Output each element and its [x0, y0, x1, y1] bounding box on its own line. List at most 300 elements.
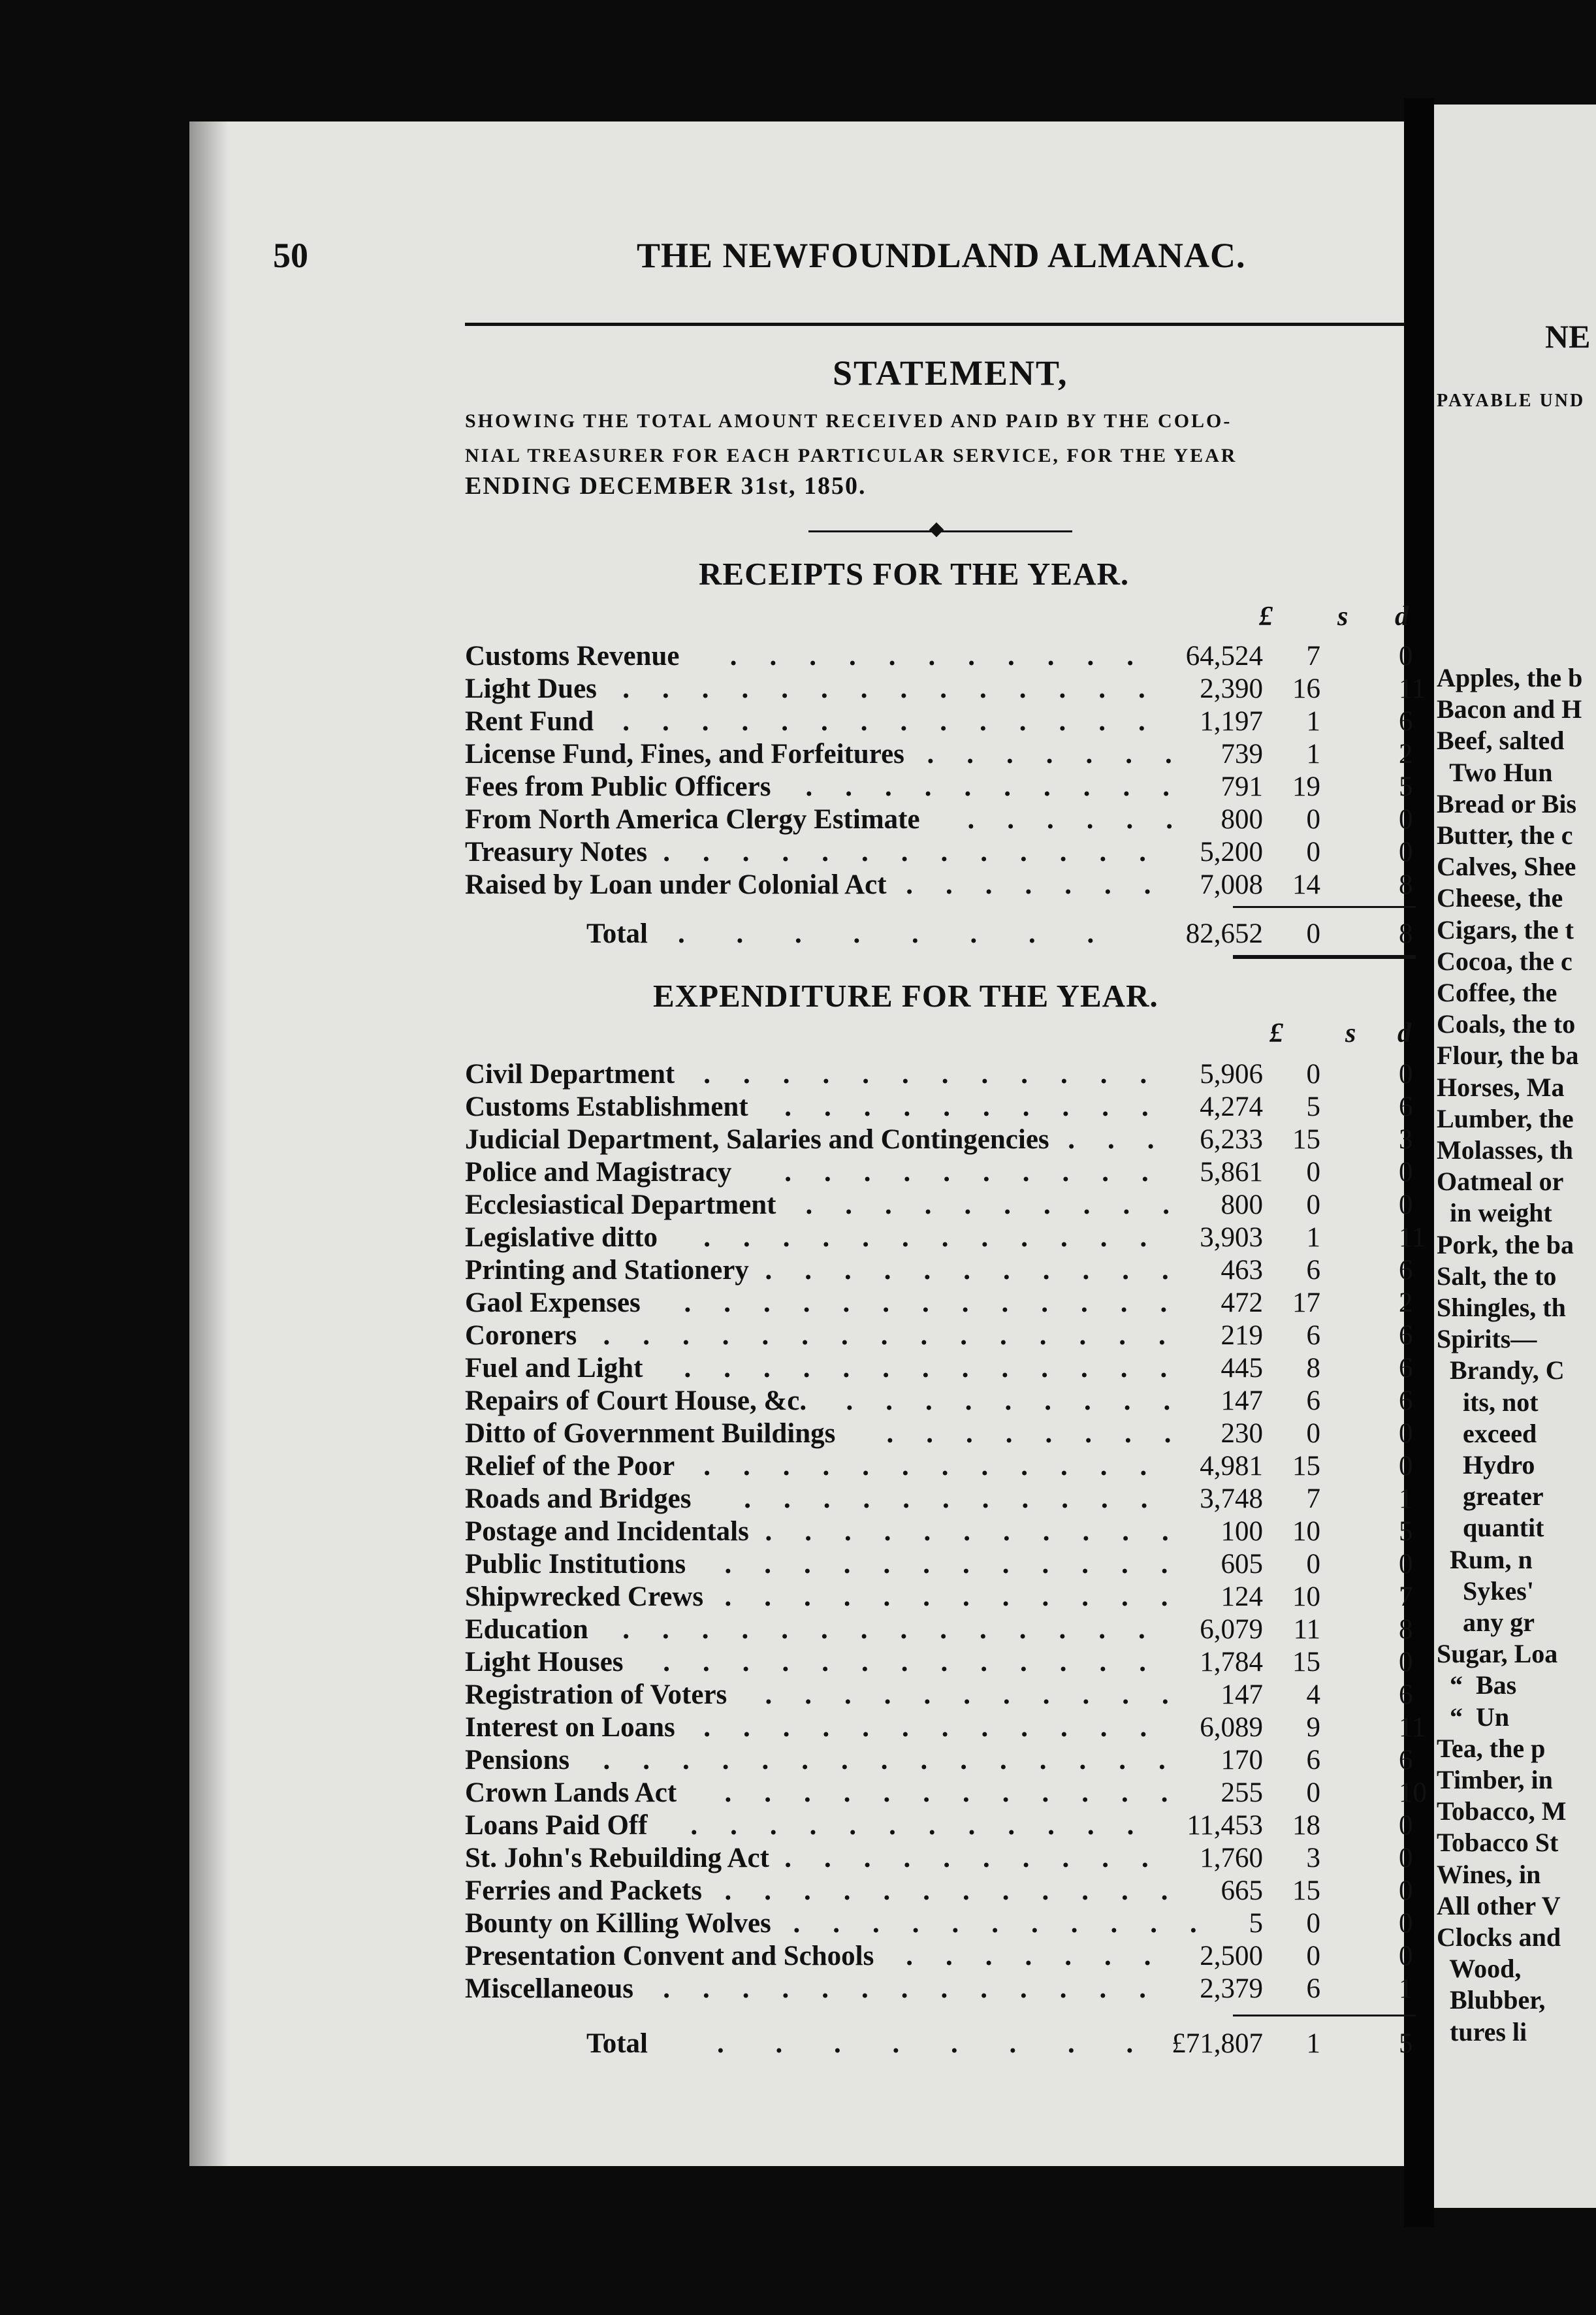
expenditure-row — [465, 1940, 1418, 1973]
leader-dots: .......... — [805, 771, 1202, 802]
facing-page-line: exceed — [1437, 1418, 1537, 1448]
leader-dots: ....... — [906, 869, 1184, 900]
expenditure-item-pence: 0 — [1399, 1875, 1413, 1906]
expenditure-item-pounds: 665 — [1221, 1875, 1263, 1906]
expenditure-item-pounds: 463 — [1221, 1255, 1263, 1286]
expenditure-item-pounds: 1,784 — [1200, 1647, 1263, 1677]
expenditure-total-pence: 5 — [1399, 2028, 1413, 2059]
expenditure-row — [465, 1613, 1418, 1646]
expenditure-item-shillings: 15 — [1292, 1124, 1320, 1155]
expenditure-item-pounds: 3,748 — [1200, 1483, 1263, 1514]
expenditure-row — [465, 1679, 1418, 1711]
expenditure-item-shillings: 15 — [1292, 1647, 1320, 1677]
expenditure-item-label: Miscellaneous — [465, 1973, 633, 2004]
leader-dots: .............. — [622, 1614, 1178, 1645]
facing-page-line: All other V — [1437, 1890, 1561, 1920]
leader-dots: ............ — [703, 1222, 1180, 1253]
expenditure-row — [465, 1973, 1418, 2005]
expenditure-item-shillings: 5 — [1306, 1092, 1320, 1122]
expenditure-row — [465, 1711, 1426, 1744]
expenditure-item-pence: 8 — [1399, 1614, 1413, 1645]
expenditure-item-pounds: 445 — [1221, 1353, 1263, 1384]
expenditure-item-label: Registration of Voters — [465, 1679, 727, 1710]
receipts-item-pounds: 2,390 — [1200, 673, 1263, 704]
facing-page-line: quantit — [1437, 1513, 1544, 1543]
expenditure-total-shillings: 1 — [1306, 2028, 1320, 2059]
receipts-row — [465, 803, 1418, 836]
facing-page-line: Apples, the b — [1437, 663, 1583, 692]
expenditure-row — [465, 1581, 1418, 1613]
leader-dots: ........... — [765, 1255, 1202, 1286]
receipts-item-label: Rent Fund — [465, 706, 594, 737]
expenditure-row — [465, 1156, 1418, 1189]
statement-title: STATEMENT, — [833, 353, 1068, 393]
leader-dots: ............ — [724, 1549, 1201, 1579]
leader-dots: ........... — [744, 1483, 1181, 1514]
facing-page-line: Flour, the ba — [1437, 1041, 1579, 1071]
facing-page-line: its, not — [1437, 1387, 1539, 1417]
expenditure-item-pence: 1 — [1399, 1973, 1413, 2004]
expenditure-item-shillings: 11 — [1293, 1614, 1320, 1645]
receipts-total-label: Total — [586, 918, 648, 949]
expenditure-item-pence: 11 — [1399, 1222, 1426, 1253]
facing-page-line: Oatmeal or — [1437, 1167, 1564, 1197]
expenditure-item-pounds: 100 — [1221, 1516, 1263, 1547]
expenditure-row — [465, 1124, 1418, 1156]
facing-page-header: NE — [1545, 318, 1591, 355]
expenditure-item-shillings: 1 — [1306, 1222, 1320, 1253]
expenditure-pounds-unit: £ — [1269, 1018, 1283, 1048]
statement-intro-line-2: NIAL TREASURER FOR EACH PARTICULAR SERVICE, FOR THE YEAR — [465, 445, 1237, 466]
facing-page-line: Hydro — [1437, 1450, 1535, 1480]
facing-page-line: Cigars, the t — [1437, 915, 1574, 945]
facing-page-line: in weight — [1437, 1198, 1552, 1228]
expenditure-heading: EXPENDITURE FOR THE YEAR. — [653, 978, 1158, 1014]
expenditure-pence-unit: d — [1397, 1018, 1411, 1048]
expenditure-item-shillings: 0 — [1306, 1418, 1320, 1449]
facing-page-line: any gr — [1437, 1608, 1535, 1637]
expenditure-item-pence: 0 — [1399, 1418, 1413, 1449]
expenditure-item-pounds: 4,274 — [1200, 1092, 1263, 1122]
receipts-item-pounds: 7,008 — [1200, 869, 1263, 900]
receipts-item-label: Light Dues — [465, 673, 597, 704]
expenditure-item-pounds: 1,760 — [1200, 1843, 1263, 1873]
facing-page-line: Wines, in — [1437, 1859, 1541, 1889]
leader-dots: ........... — [765, 1679, 1202, 1710]
facing-page-line: Tea, the p — [1437, 1733, 1546, 1763]
facing-page-line: Sykes' — [1437, 1576, 1534, 1606]
expenditure-item-pounds: 124 — [1221, 1581, 1263, 1612]
leader-dots: ........... — [793, 1908, 1230, 1939]
receipts-total-shillings: 0 — [1306, 918, 1320, 949]
expenditure-item-label: Police and Magistracy — [465, 1157, 732, 1188]
leader-dots: ............ — [703, 1712, 1180, 1743]
receipts-item-pence: 5 — [1399, 771, 1413, 802]
expenditure-item-label: Customs Establishment — [465, 1092, 748, 1122]
expenditure-item-shillings: 10 — [1292, 1516, 1320, 1547]
receipts-item-pence: 6 — [1399, 706, 1413, 737]
leader-dots: ............... — [603, 1320, 1198, 1351]
leader-dots: ........... — [765, 1516, 1202, 1547]
expenditure-row — [465, 1417, 1418, 1450]
facing-page-line: Salt, the to — [1437, 1261, 1557, 1291]
leader-dots: ....... — [906, 1941, 1184, 1971]
expenditure-item-pence: 6 — [1399, 1255, 1413, 1286]
leader-dots: . . . . . . . . — [717, 2028, 1156, 2059]
expenditure-item-shillings: 8 — [1306, 1353, 1320, 1384]
expenditure-item-label: Crown Lands Act — [465, 1777, 677, 1808]
receipts-total-rule-bottom — [1233, 955, 1416, 959]
header-rule — [465, 323, 1404, 326]
receipts-item-shillings: 0 — [1306, 837, 1320, 867]
expenditure-item-label: Coroners — [465, 1320, 577, 1351]
expenditure-item-label: Judicial Department, Salaries and Contingencies — [465, 1124, 1049, 1155]
facing-page-line: Blubber, — [1437, 1985, 1546, 2015]
expenditure-row — [465, 1875, 1418, 1907]
facing-page-line: Bacon and H — [1437, 694, 1582, 724]
expenditure-row — [465, 1385, 1418, 1417]
receipts-item-pence: 0 — [1399, 641, 1413, 672]
receipts-item-pence: 8 — [1399, 869, 1413, 900]
leader-dots: ............. — [663, 1647, 1179, 1677]
facing-page-line: Shingles, th — [1437, 1293, 1566, 1322]
receipts-item-shillings: 0 — [1306, 804, 1320, 835]
leader-dots: ............ — [703, 1451, 1180, 1481]
expenditure-row — [465, 1777, 1427, 1809]
expenditure-row — [465, 1254, 1418, 1287]
expenditure-total-row — [586, 2028, 1418, 2060]
expenditure-shillings-unit: s — [1345, 1018, 1356, 1048]
receipts-item-label: Fees from Public Officers — [465, 771, 771, 802]
expenditure-item-label: Ecclesiastical Department — [465, 1190, 776, 1220]
leader-dots: ... — [1068, 1124, 1187, 1155]
expenditure-row — [465, 1058, 1418, 1091]
expenditure-item-pence: 11 — [1399, 1712, 1426, 1743]
leader-dots: ............... — [603, 1745, 1198, 1775]
facing-page-line: Timber, in — [1437, 1765, 1553, 1794]
expenditure-item-pence: 6 — [1399, 1679, 1413, 1710]
receipts-row — [465, 836, 1418, 869]
receipts-item-shillings: 1 — [1306, 706, 1320, 737]
receipts-heading: RECEIPTS FOR THE YEAR. — [699, 556, 1130, 592]
receipts-shillings-unit: s — [1337, 602, 1349, 632]
leader-dots: ........... — [729, 641, 1166, 672]
expenditure-item-shillings: 0 — [1306, 1777, 1320, 1808]
expenditure-item-label: Education — [465, 1614, 588, 1645]
expenditure-item-pence: 0 — [1399, 1549, 1413, 1579]
running-head — [0, 235, 1596, 287]
facing-page-line: Coffee, the — [1437, 978, 1557, 1007]
expenditure-item-shillings: 6 — [1306, 1385, 1320, 1416]
facing-page-line: Butter, the c — [1437, 820, 1573, 850]
receipts-total-pence: 8 — [1399, 918, 1413, 949]
expenditure-row — [465, 1483, 1418, 1515]
expenditure-item-shillings: 6 — [1306, 1320, 1320, 1351]
expenditure-item-pounds: 6,233 — [1200, 1124, 1263, 1155]
expenditure-item-shillings: 0 — [1306, 1190, 1320, 1220]
receipts-item-pounds: 800 — [1221, 804, 1263, 835]
receipts-item-pounds: 739 — [1221, 739, 1263, 769]
expenditure-item-pounds: 5,861 — [1200, 1157, 1263, 1188]
expenditure-item-pence: 10 — [1399, 1777, 1427, 1808]
expenditure-item-label: Civil Department — [465, 1059, 675, 1090]
expenditure-item-pence: 0 — [1399, 1157, 1413, 1188]
expenditure-item-shillings: 10 — [1292, 1581, 1320, 1612]
expenditure-item-pounds: 5,906 — [1200, 1059, 1263, 1090]
expenditure-item-pounds: 605 — [1221, 1549, 1263, 1579]
statement-intro-line-3: ENDING DECEMBER 31st, 1850. — [465, 472, 867, 500]
expenditure-item-label: St. John's Rebuilding Act — [465, 1843, 769, 1873]
expenditure-item-pence: 6 — [1399, 1745, 1413, 1775]
receipts-item-shillings: 16 — [1292, 673, 1320, 704]
facing-page-line: greater — [1437, 1481, 1544, 1512]
receipts-total-row — [586, 918, 1418, 950]
leader-dots: ........ — [886, 1418, 1204, 1449]
leader-dots: ....... — [927, 739, 1205, 769]
expenditure-item-label: Shipwrecked Crews — [465, 1581, 704, 1612]
expenditure-item-label: Relief of the Poor — [465, 1451, 675, 1481]
facing-page-line: Spirits— — [1437, 1324, 1537, 1354]
receipts-item-shillings: 14 — [1292, 869, 1320, 900]
expenditure-item-shillings: 9 — [1306, 1712, 1320, 1743]
receipts-row — [465, 640, 1418, 673]
expenditure-item-pence: 0 — [1399, 1941, 1413, 1971]
facing-page-line: Tobacco St — [1437, 1828, 1559, 1858]
leader-dots: ............. — [684, 1287, 1200, 1318]
expenditure-item-pence: 6 — [1399, 1092, 1413, 1122]
expenditure-row — [465, 1287, 1418, 1319]
leader-dots: .............. — [622, 706, 1178, 737]
expenditure-total-label: Total — [586, 2028, 648, 2059]
expenditure-item-pence: 6 — [1399, 1320, 1413, 1351]
expenditure-item-shillings: 15 — [1292, 1451, 1320, 1481]
expenditure-item-pence: 6 — [1399, 1353, 1413, 1384]
expenditure-item-pounds: 11,453 — [1187, 1810, 1263, 1841]
expenditure-row — [465, 1842, 1418, 1875]
receipts-pence-unit: d — [1395, 602, 1409, 632]
expenditure-item-pounds: 255 — [1221, 1777, 1263, 1808]
expenditure-item-pounds: 2,500 — [1200, 1941, 1263, 1971]
facing-page-line: Brandy, C — [1437, 1355, 1565, 1385]
expenditure-item-label: Ditto of Government Buildings — [465, 1418, 836, 1449]
expenditure-item-label: Ferries and Packets — [465, 1875, 703, 1906]
receipts-item-pounds: 791 — [1221, 771, 1263, 802]
facing-page-line: Clocks and — [1437, 1922, 1561, 1952]
expenditure-item-pence: 0 — [1399, 1843, 1413, 1873]
facing-page-line: Lumber, the — [1437, 1103, 1574, 1133]
leader-dots: .............. — [622, 673, 1178, 704]
receipts-row — [465, 738, 1418, 771]
facing-page-line: Wood, — [1437, 1954, 1522, 1984]
expenditure-item-pounds: 6,089 — [1200, 1712, 1263, 1743]
facing-page-line: Molasses, th — [1437, 1135, 1573, 1165]
expenditure-item-label: Legislative ditto — [465, 1222, 658, 1253]
expenditure-row — [465, 1809, 1418, 1842]
receipts-total-rule-top — [1233, 906, 1416, 908]
receipts-item-shillings: 1 — [1306, 739, 1320, 769]
receipts-item-label: Customs Revenue — [465, 641, 680, 672]
expenditure-item-pence: 0 — [1399, 1647, 1413, 1677]
expenditure-item-pounds: 147 — [1221, 1679, 1263, 1710]
statement-intro-line-1: SHOWING THE TOTAL AMOUNT RECEIVED AND PAID BY THE COLO- — [465, 410, 1232, 432]
receipts-item-pence: 0 — [1399, 804, 1413, 835]
expenditure-item-pounds: 170 — [1221, 1745, 1263, 1775]
expenditure-item-shillings: 7 — [1306, 1483, 1320, 1514]
expenditure-item-pounds: 5 — [1249, 1908, 1263, 1939]
receipts-item-label: Raised by Loan under Colonial Act — [465, 869, 887, 900]
facing-page-line: Sugar, Loa — [1437, 1639, 1558, 1669]
receipts-item-shillings: 7 — [1306, 641, 1320, 672]
expenditure-item-shillings: 0 — [1306, 1908, 1320, 1939]
expenditure-item-label: Fuel and Light — [465, 1353, 643, 1384]
facing-page-line: Pork, the ba — [1437, 1229, 1574, 1259]
expenditure-item-shillings: 3 — [1306, 1843, 1320, 1873]
expenditure-item-shillings: 0 — [1306, 1941, 1320, 1971]
expenditure-item-pence: 7 — [1399, 1581, 1413, 1612]
receipts-item-pence: 11 — [1399, 673, 1426, 704]
receipts-item-pounds: 1,197 — [1200, 706, 1263, 737]
expenditure-row — [465, 1646, 1418, 1679]
journal-title: THE NEWFOUNDLAND ALMANAC. — [637, 236, 1246, 275]
receipts-item-pounds: 64,524 — [1185, 641, 1263, 672]
leader-dots: ............ — [690, 1810, 1167, 1841]
expenditure-item-shillings: 17 — [1292, 1287, 1320, 1318]
facing-page-line: tures li — [1437, 2016, 1527, 2047]
expenditure-row — [465, 1319, 1418, 1352]
expenditure-item-pounds: 472 — [1221, 1287, 1263, 1318]
expenditure-item-label: Repairs of Court House, &c. — [465, 1385, 807, 1416]
expenditure-item-label: Bounty on Killing Wolves — [465, 1908, 771, 1939]
expenditure-item-label: Loans Paid Off — [465, 1810, 648, 1841]
expenditure-item-pence: 1 — [1399, 1483, 1413, 1514]
facing-page-subheader: PAYABLE UND — [1437, 391, 1586, 411]
expenditure-item-label: Postage and Incidentals — [465, 1516, 749, 1547]
expenditure-row — [465, 1352, 1418, 1385]
receipts-item-pounds: 5,200 — [1200, 837, 1263, 867]
facing-page-line: Tobacco, M — [1437, 1796, 1567, 1826]
facing-page — [1434, 105, 1596, 2208]
expenditure-item-label: Roads and Bridges — [465, 1483, 692, 1514]
leader-dots: .......... — [805, 1190, 1202, 1220]
facing-page-line: Calves, Shee — [1437, 852, 1576, 882]
expenditure-item-pence: 0 — [1399, 1190, 1413, 1220]
facing-page-line: Cocoa, the c — [1437, 946, 1572, 976]
expenditure-row — [465, 1907, 1418, 1940]
expenditure-item-shillings: 6 — [1306, 1745, 1320, 1775]
leader-dots: ......... — [846, 1385, 1204, 1416]
expenditure-item-label: Gaol Expenses — [465, 1287, 641, 1318]
expenditure-total-pounds: £71,807 — [1172, 2028, 1263, 2059]
leader-dots: .......... — [784, 1092, 1181, 1122]
receipts-item-label: Treasury Notes — [465, 837, 648, 867]
receipts-item-label: License Fund, Fines, and Forfeitures — [465, 739, 904, 769]
expenditure-row — [465, 1450, 1418, 1483]
expenditure-item-label: Printing and Stationery — [465, 1255, 749, 1286]
expenditure-row — [465, 1744, 1418, 1777]
expenditure-item-pounds: 2,379 — [1200, 1973, 1263, 2004]
facing-page-line: Coals, the to — [1437, 1009, 1576, 1039]
facing-page-line: Beef, salted — [1437, 726, 1565, 756]
leader-dots: ...... — [967, 804, 1205, 835]
expenditure-item-pounds: 147 — [1221, 1385, 1263, 1416]
expenditure-item-label: Interest on Loans — [465, 1712, 675, 1743]
receipts-item-pence: 2 — [1399, 739, 1413, 769]
expenditure-row — [465, 1515, 1418, 1548]
expenditure-row — [465, 1091, 1418, 1124]
receipts-item-pence: 0 — [1399, 837, 1413, 867]
facing-page-line: Bread or Bis — [1437, 788, 1577, 818]
receipts-item-label: From North America Clergy Estimate — [465, 804, 920, 835]
facing-page-line: Two Hun — [1437, 757, 1553, 787]
leader-dots: .......... — [784, 1157, 1181, 1188]
expenditure-item-pence: 0 — [1399, 1810, 1413, 1841]
expenditure-item-pence: 0 — [1399, 1908, 1413, 1939]
expenditure-item-pounds: 6,079 — [1200, 1614, 1263, 1645]
facing-page-line: “ Bas — [1437, 1670, 1517, 1700]
expenditure-item-pounds: 3,903 — [1200, 1222, 1263, 1253]
expenditure-item-pence: 0 — [1399, 1059, 1413, 1090]
leader-dots: ............ — [724, 1777, 1201, 1808]
expenditure-row — [465, 1189, 1418, 1222]
facing-page-line: Cheese, the — [1437, 883, 1563, 913]
receipts-row — [465, 705, 1418, 738]
leader-dots: ............ — [703, 1059, 1180, 1090]
expenditure-item-pence: 5 — [1399, 1516, 1413, 1547]
expenditure-item-shillings: 0 — [1306, 1157, 1320, 1188]
receipts-row — [465, 869, 1418, 901]
facing-page-line: Horses, Ma — [1437, 1072, 1565, 1102]
leader-dots: . . . . . . . . — [678, 918, 1117, 949]
expenditure-item-pounds: 230 — [1221, 1418, 1263, 1449]
expenditure-item-shillings: 0 — [1306, 1059, 1320, 1090]
expenditure-item-shillings: 4 — [1306, 1679, 1320, 1710]
leader-dots: .......... — [784, 1843, 1181, 1873]
expenditure-item-pounds: 800 — [1221, 1190, 1263, 1220]
expenditure-item-label: Public Institutions — [465, 1549, 686, 1579]
receipts-pounds-unit: £ — [1259, 602, 1273, 632]
expenditure-total-rule — [1233, 2015, 1416, 2016]
expenditure-item-label: Pensions — [465, 1745, 570, 1775]
leader-dots: ............. — [684, 1353, 1200, 1384]
page-number: 50 — [273, 236, 308, 275]
page-edge-shadow — [189, 121, 229, 2166]
facing-page-line: Rum, n — [1437, 1544, 1533, 1574]
leader-dots: ............ — [724, 1875, 1201, 1906]
expenditure-item-pounds: 219 — [1221, 1320, 1263, 1351]
expenditure-item-pounds: 4,981 — [1200, 1451, 1263, 1481]
expenditure-item-shillings: 15 — [1292, 1875, 1320, 1906]
facing-page-line: “ Un — [1437, 1702, 1510, 1732]
receipts-row — [465, 673, 1426, 705]
leader-dots: ............. — [663, 1973, 1179, 2004]
receipts-item-shillings: 19 — [1292, 771, 1320, 802]
leader-dots: ............. — [663, 837, 1179, 867]
leader-dots: ............ — [724, 1581, 1201, 1612]
expenditure-item-shillings: 0 — [1306, 1549, 1320, 1579]
receipts-row — [465, 771, 1418, 803]
receipts-total-pounds: 82,652 — [1185, 918, 1263, 949]
expenditure-item-shillings: 6 — [1306, 1973, 1320, 2004]
expenditure-item-pence: 0 — [1399, 1451, 1413, 1481]
expenditure-item-shillings: 6 — [1306, 1255, 1320, 1286]
expenditure-row — [465, 1222, 1426, 1254]
expenditure-item-pence: 3 — [1399, 1124, 1413, 1155]
expenditure-item-shillings: 18 — [1292, 1810, 1320, 1841]
expenditure-row — [465, 1548, 1418, 1581]
expenditure-item-pence: 6 — [1399, 1385, 1413, 1416]
expenditure-item-pence: 2 — [1399, 1287, 1413, 1318]
expenditure-item-label: Presentation Convent and Schools — [465, 1941, 874, 1971]
